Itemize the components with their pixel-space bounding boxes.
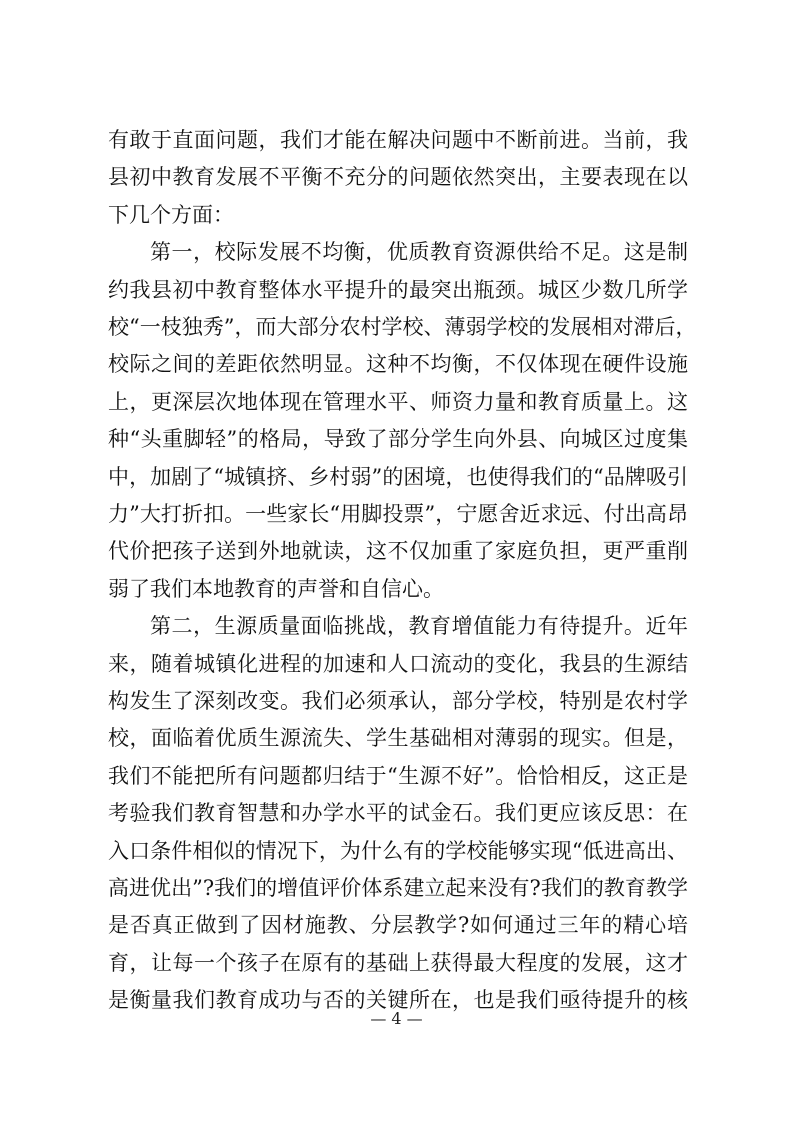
text-line: 上，更深层次地体现在管理水平、师资力量和教育质量上。这 (108, 389, 688, 414)
text-line: 校际之间的差距依然明显。这种不均衡，不仅体现在硬件设施 (108, 352, 688, 377)
text-line: 高进优出”?我们的增值评价体系建立起来没有?我们的教育教学 (108, 876, 688, 900)
text-line: 构发生了深刻改变。我们必须承认，部分学校，特别是农村学 (108, 689, 688, 713)
text-line: 校“一枝独秀”，而大部分农村学校、薄弱学校的发展相对滞后， (108, 315, 697, 339)
text-line: 代价把孩子送到外地就读，这不仅加重了家庭负担，更严重削 (108, 539, 688, 564)
text-line: 是否真正做到了因材施教、分层教学?如何通过三年的精心培 (108, 913, 688, 938)
text-line: 入口条件相似的情况下，为什么有的学校能够实现“低进高出、 (108, 838, 688, 863)
text-line: 我们不能把所有问题都归结于“生源不好”。恰恰相反，这正是 (108, 763, 688, 788)
text-line: 力”大打折扣。一些家长“用脚投票”，宁愿舍近求远、付出高昂 (108, 502, 688, 526)
text-line: 种“头重脚轻”的格局，导致了部分学生向外县、向城区过度集 (108, 427, 688, 452)
text-line: 育，让每一个孩子在原有的基础上获得最大程度的发展，这才 (108, 950, 688, 975)
text-line: 中，加剧了“城镇挤、乡村弱”的困境，也使得我们的“品牌吸引 (108, 464, 688, 489)
text-line: 下几个方面： (108, 202, 234, 227)
text-line: 是衡量我们教育成功与否的关键所在，也是我们亟待提升的核 (108, 988, 688, 1013)
text-line: 有敢于直面问题，我们才能在解决问题中不断前进。当前，我 (108, 128, 688, 152)
text-line: 来，随着城镇化进程的加速和人口流动的变化，我县的生源结 (108, 651, 688, 676)
text-line: 弱了我们本地教育的声誉和自信心。 (108, 576, 444, 601)
paragraph-start-line: 第一，校际发展不均衡，优质教育资源供给不足。这是制 (150, 240, 688, 265)
page-number: — 4 — (370, 1009, 423, 1028)
text-line: 县初中教育发展不平衡不充分的问题依然突出，主要表现在以 (108, 165, 688, 190)
text-line: 校，面临着优质生源流失、学生基础相对薄弱的现实。但是， (108, 726, 688, 751)
text-line: 考验我们教育智慧和办学水平的试金石。我们更应该反思：在 (108, 801, 688, 826)
paragraph-start-line: 第二，生源质量面临挑战，教育增值能力有待提升。近年 (150, 614, 688, 639)
text-line: 约我县初中教育整体水平提升的最突出瓶颈。城区少数几所学 (108, 277, 688, 302)
